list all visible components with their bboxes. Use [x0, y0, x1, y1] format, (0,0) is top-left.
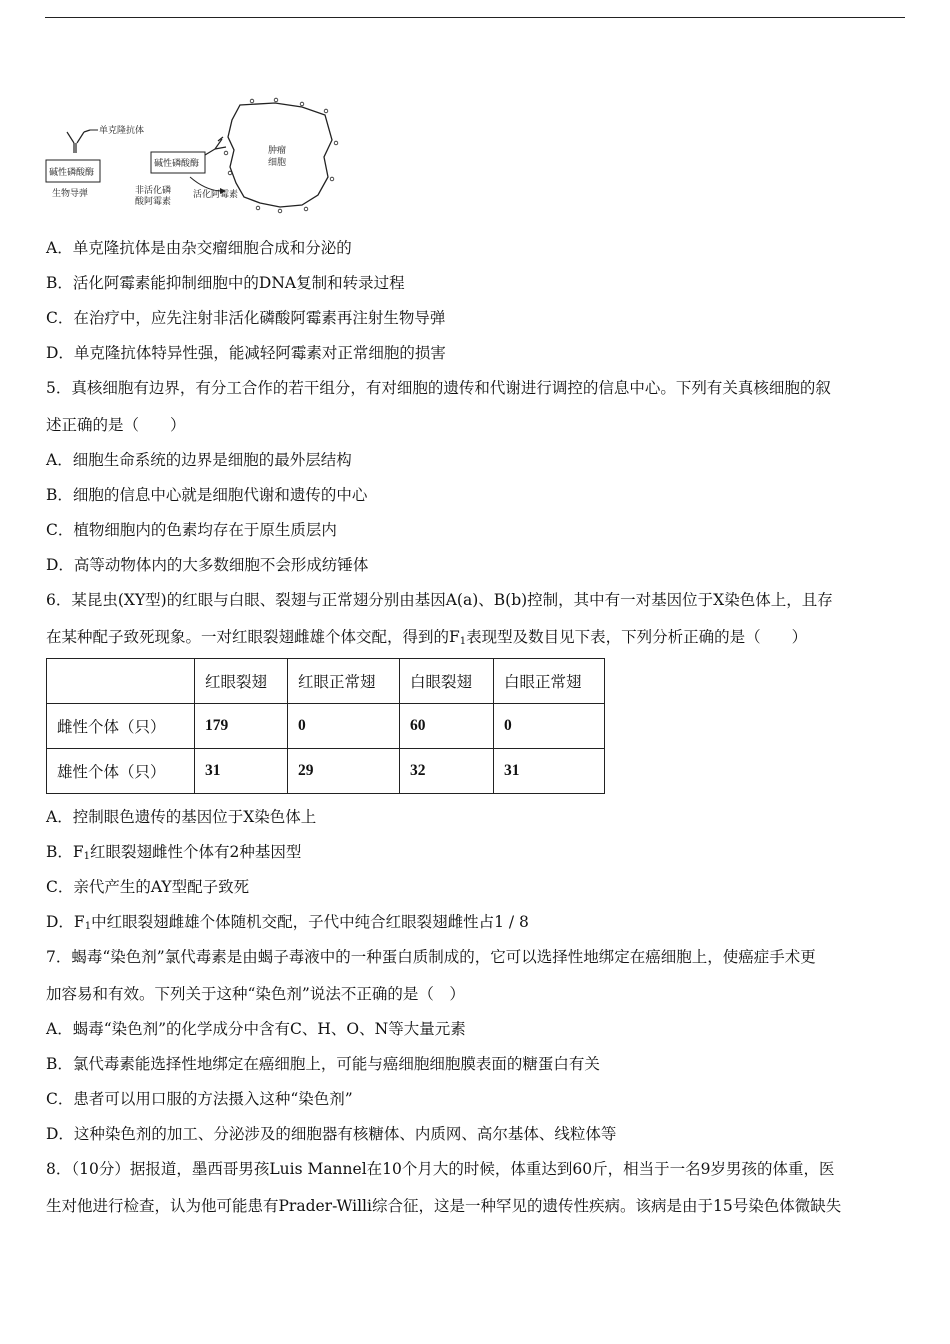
table-header-cell: 白眼正常翅	[494, 659, 605, 704]
active-label: 活化阿霉素	[193, 190, 239, 200]
table-cell: 0	[288, 704, 400, 749]
subscript: 1	[84, 921, 92, 932]
q7-option-b: B．氯代毒素能选择性地绑定在癌细胞上，可能与癌细胞细胞膜表面的糖蛋白有关	[46, 1055, 600, 1073]
q6-line2-text: 在某种配子致死现象。一对红眼裂翅雌雄个体交配，得到的F	[46, 628, 460, 646]
table-row-label: 雌性个体（只）	[47, 704, 195, 749]
q5-option-c: C．植物细胞内的色素均存在于原生质层内	[46, 521, 337, 539]
q4-option-a: A．单克隆抗体是由杂交瘤细胞合成和分泌的	[46, 239, 352, 257]
table-cell: 60	[400, 704, 494, 749]
biological-missile-diagram	[40, 95, 350, 220]
q5-option-b: B．细胞的信息中心就是细胞代谢和遗传的中心	[46, 486, 368, 504]
offspring-table	[46, 658, 605, 794]
q6-line2-text-rest: 表现型及数目见下表，下列分析正确的是（ ）	[466, 628, 808, 646]
q6-option-a: A．控制眼色遗传的基因位于X染色体上	[46, 808, 317, 826]
table-header-cell: 红眼正常翅	[288, 659, 400, 704]
tumor-label-line2: 细胞	[268, 158, 287, 168]
q6-stem-line2	[46, 627, 807, 652]
antibody-icon	[67, 130, 90, 153]
subscript: 1	[459, 636, 467, 647]
q8-stem-line1: 8．（10分）据报道，墨西哥男孩Luis Mannel在10个月大的时候，体重达到60斤，相当于一名9岁男孩的体重，医	[46, 1160, 835, 1178]
q6-option-d-text: 中红眼裂翅雌雄个体随机交配，子代中纯合红眼裂翅雌性占1 / 8	[91, 913, 529, 931]
subscript: 1	[83, 851, 91, 862]
q6-option-d-prefix: D．F	[46, 913, 85, 931]
q8-stem-line2: 生对他进行检查，认为他可能患有Prader-Willi综合征，这是一种罕见的遗传性疾病。该病是由于15号染色体微缺失	[46, 1197, 842, 1215]
table-row-label: 雄性个体（只）	[47, 749, 195, 794]
table-cell: 32	[400, 749, 494, 794]
q7-option-a: A．蝎毒“染色剂”的化学成分中含有C、H、O、N等大量元素	[46, 1020, 466, 1038]
q4-option-d: D．单克隆抗体特异性强，能减轻阿霉素对正常细胞的损害	[46, 344, 446, 362]
enzyme-label-left: 碱性磷酸酶	[49, 168, 95, 178]
q4-option-c: C．在治疗中，应先注射非活化磷酸阿霉素再注射生物导弹	[46, 309, 446, 327]
table-header-cell: 白眼裂翅	[400, 659, 494, 704]
table-row	[47, 704, 605, 749]
table-header-cell	[47, 659, 195, 704]
q5-option-a: A．细胞生命系统的边界是细胞的最外层结构	[46, 451, 352, 469]
inactive-label-line2: 酸阿霉素	[135, 197, 172, 207]
table-header-cell: 红眼裂翅	[195, 659, 288, 704]
q6-option-b-prefix: B．F	[46, 843, 84, 861]
q7-stem-line1: 7．蝎毒“染色剂”氯代毒素是由蝎子毒液中的一种蛋白质制成的，它可以选择性地绑定在癌细胞上，使癌症手术更	[46, 948, 816, 966]
tumor-label-line1: 肿瘤	[268, 146, 287, 156]
q5-stem-line2: 述正确的是（ ）	[46, 416, 186, 434]
table-cell: 29	[288, 749, 400, 794]
table-header-row	[47, 659, 605, 704]
table-row	[47, 749, 605, 794]
q6-stem-line1: 6．某昆虫(XY型)的红眼与白眼、裂翅与正常翅分别由基因A(a)、B(b)控制，其中有一对基因位于X染色体上，且存	[46, 591, 833, 609]
conversion-arrow	[190, 177, 220, 191]
enzyme-label-middle: 碱性磷酸酶	[154, 159, 200, 169]
table-cell: 179	[195, 704, 288, 749]
table-cell: 0	[494, 704, 605, 749]
bound-antibody-icon	[205, 137, 226, 155]
q7-option-c: C．患者可以用口服的方法摄入这种“染色剂”	[46, 1090, 353, 1108]
q4-option-b: B．活化阿霉素能抑制细胞中的DNA复制和转录过程	[46, 274, 405, 292]
q6-option-b-text: 红眼裂翅雌性个体有2种基因型	[90, 843, 302, 861]
antibody-label: 单克隆抗体	[99, 126, 145, 136]
table-cell: 31	[195, 749, 288, 794]
q7-stem-line2: 加容易和有效。下列关于这种“染色剂”说法不正确的是（ ）	[46, 985, 465, 1003]
q5-option-d: D．高等动物体内的大多数细胞不会形成纺锤体	[46, 556, 369, 574]
inactive-label-line1: 非活化磷	[135, 186, 172, 196]
q6-option-d	[46, 912, 529, 937]
table-cell: 31	[494, 749, 605, 794]
q6-option-c: C．亲代产生的AY型配子致死	[46, 878, 250, 896]
header-rule	[45, 17, 905, 18]
q6-option-b	[46, 842, 301, 867]
q5-stem-line1: 5．真核细胞有边界，有分工合作的若干组分，有对细胞的遗传和代谢进行调控的信息中心。下列有关真核细胞的叙	[46, 379, 831, 397]
missile-label: 生物导弹	[52, 189, 89, 199]
q7-option-d: D．这种染色剂的加工、分泌涉及的细胞器有核糖体、内质网、高尔基体、线粒体等	[46, 1125, 617, 1143]
